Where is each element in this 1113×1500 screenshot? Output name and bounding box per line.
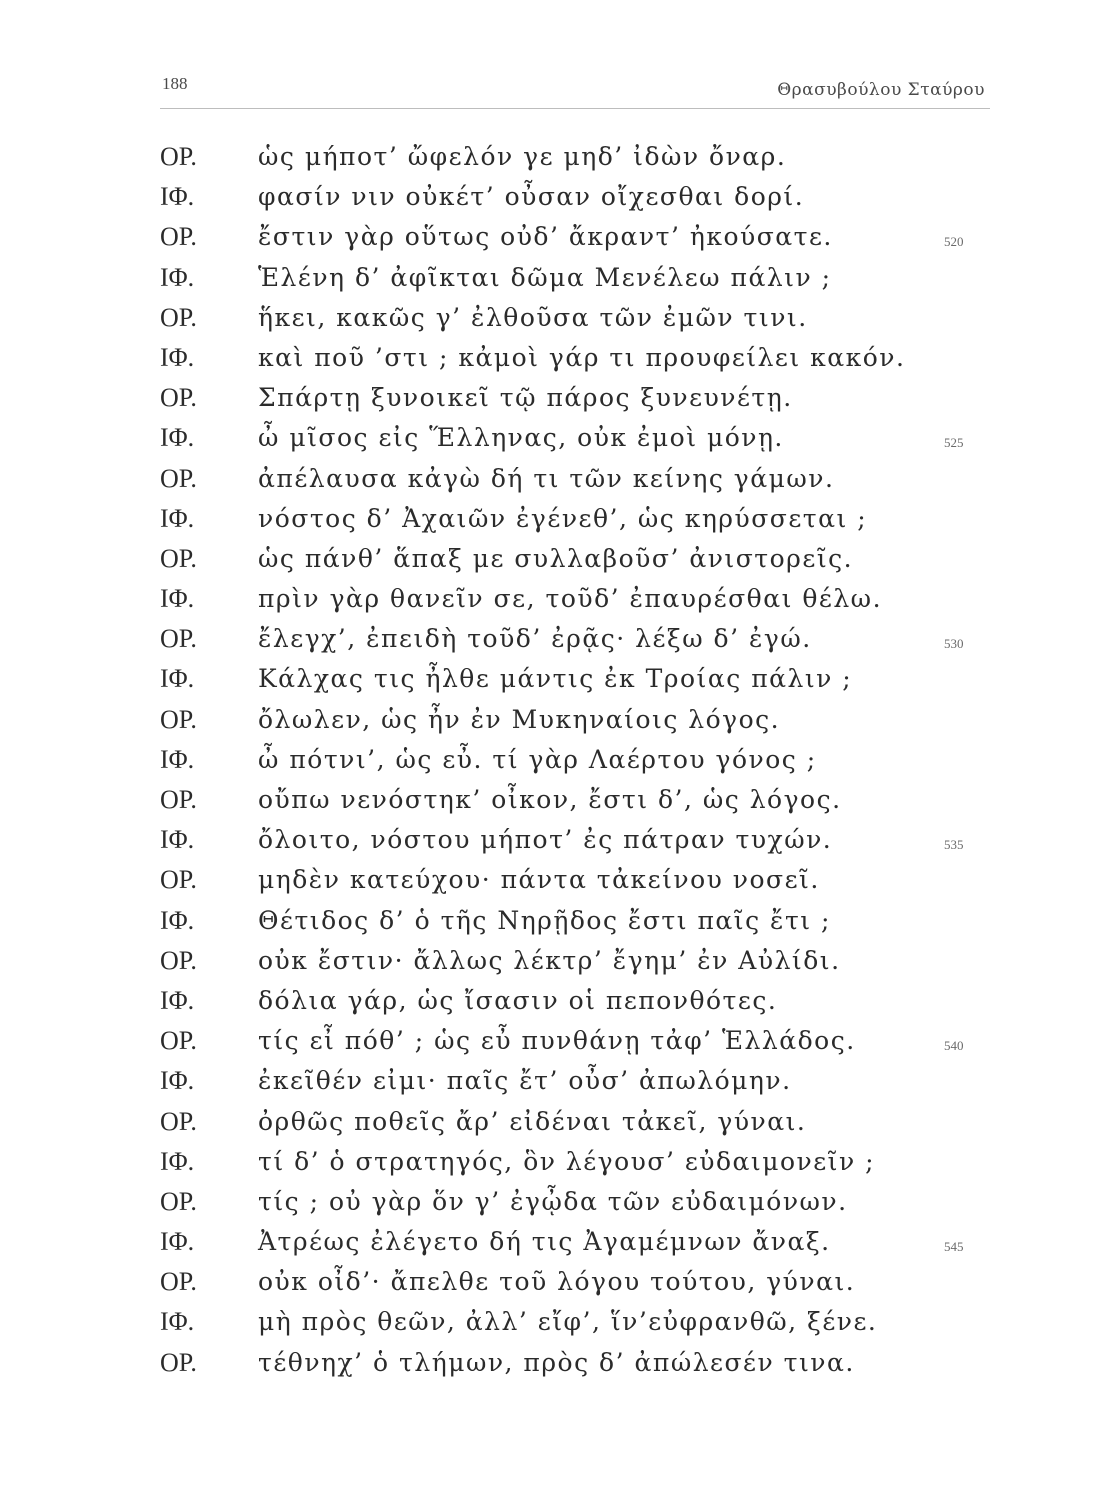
verse-text: νόστος δ’ Ἀχαιῶν ἐγένεθ’, ὡς κηρύσσεται ; bbox=[258, 503, 868, 533]
verse-line bbox=[0, 220, 1113, 260]
verse-line bbox=[0, 1064, 1113, 1104]
verse-line bbox=[0, 984, 1113, 1024]
speaker-label: ΟΡ. bbox=[160, 704, 197, 734]
verse-line bbox=[0, 542, 1113, 582]
speaker-label: ΟΡ. bbox=[160, 1347, 197, 1377]
speaker-label: ΙΦ. bbox=[160, 905, 195, 935]
speaker-label: ΙΦ. bbox=[160, 584, 195, 614]
verse-line bbox=[0, 1145, 1113, 1185]
speaker-label: ΙΦ. bbox=[160, 423, 195, 453]
verse-line bbox=[0, 261, 1113, 301]
speaker-label: ΟΡ. bbox=[160, 302, 197, 332]
speaker-label: ΙΦ. bbox=[160, 1307, 195, 1337]
verse-line bbox=[0, 1225, 1113, 1265]
verse-text: Σπάρτῃ ξυνοικεῖ τῷ πάρος ξυνευνέτῃ. bbox=[258, 383, 793, 413]
verse-text: ὦ μῖσος εἰς Ἕλληνας, οὐκ ἐμοὶ μόνῃ. bbox=[258, 423, 784, 453]
speaker-label: ΙΦ. bbox=[160, 182, 195, 212]
verse-text: τί δ’ ὁ στρατηγός, ὃν λέγουσ’ εὐδαιμονεῖν ; bbox=[258, 1146, 876, 1176]
speaker-label: ΙΦ. bbox=[160, 342, 195, 372]
verse-text: ὡς μήποτ’ ὤφελόν γε μηδ’ ἰδὼν ὄναρ. bbox=[258, 142, 787, 171]
verse-text: δόλια γάρ, ὡς ἴσασιν οἱ πεπονθότες. bbox=[258, 985, 778, 1015]
verse-text: τίς εἶ πόθ’ ; ὡς εὖ πυνθάνῃ τἀφ’ Ἑλλάδος. bbox=[258, 1026, 856, 1056]
speaker-label: ΙΦ. bbox=[160, 1146, 195, 1176]
page-number: 188 bbox=[162, 74, 188, 93]
verse-text: Ἑλένη δ’ ἀφῖκται δῶμα Μενέλεω πάλιν ; bbox=[258, 262, 832, 292]
verse-text: Ἀτρέως ἐλέγετο δή τις Ἀγαμέμνων ἄναξ. bbox=[258, 1227, 831, 1257]
verse-line bbox=[0, 301, 1113, 341]
verse-line bbox=[0, 140, 1113, 180]
verse-line bbox=[0, 743, 1113, 783]
verse-text: Κάλχας τις ἦλθε μάντις ἐκ Τροίας πάλιν ; bbox=[258, 664, 853, 694]
verse-line bbox=[0, 783, 1113, 823]
verse-text: φασίν νιν οὐκέτ’ οὖσαν οἴχεσθαι δορί. bbox=[258, 182, 805, 212]
verse-text: ἔστιν γὰρ οὕτως οὐδ’ ἄκραντ’ ἠκούσατε. bbox=[258, 222, 833, 252]
verse-line bbox=[0, 823, 1113, 863]
speaker-label: ΟΡ. bbox=[160, 142, 197, 171]
verse-line bbox=[0, 1265, 1113, 1305]
speaker-label: ΙΦ. bbox=[160, 744, 195, 774]
speaker-label: ΟΡ. bbox=[160, 463, 197, 493]
verse-line bbox=[0, 1185, 1113, 1225]
verse-text: Θέτιδος δ’ ὁ τῆς Νηρῇδος ἔστι παῖς ἔτι ; bbox=[258, 905, 831, 935]
speaker-label: ΟΡ. bbox=[160, 624, 197, 654]
speaker-label: ΙΦ. bbox=[160, 825, 195, 855]
verse-line bbox=[0, 502, 1113, 542]
line-number: 525 bbox=[944, 435, 964, 451]
verse-line bbox=[0, 582, 1113, 622]
speaker-label: ΟΡ. bbox=[160, 1186, 197, 1216]
speaker-label: ΟΡ. bbox=[160, 543, 197, 573]
speaker-label: ΙΦ. bbox=[160, 503, 195, 533]
speaker-label: ΟΡ. bbox=[160, 945, 197, 975]
speaker-label: ΟΡ. bbox=[160, 1106, 197, 1136]
verse-text: καὶ ποῦ ’στι ; κἀμοὶ γάρ τι προυφείλει κακόν. bbox=[258, 342, 906, 372]
speaker-label: ΙΦ. bbox=[160, 262, 195, 292]
verse-text: μηδὲν κατεύχου· πάντα τἀκείνου νοσεῖ. bbox=[258, 865, 820, 895]
verse-line bbox=[0, 662, 1113, 702]
speaker-label: ΟΡ. bbox=[160, 785, 197, 814]
verse-text: ὄλωλεν, ὡς ἦν ἐν Μυκηναίοις λόγος. bbox=[258, 704, 781, 734]
verse-text: πρὶν γὰρ θανεῖν σε, τοῦδ’ ἐπαυρέσθαι θέλω. bbox=[258, 584, 883, 614]
verse-text: τίς ; οὐ γὰρ ὅν γ’ ἐγᾦδα τῶν εὐδαιμόνων. bbox=[258, 1186, 848, 1216]
verse-text: οὔπω νενόστηκ’ οἶκον, ἔστι δ’, ὡς λόγος. bbox=[258, 785, 842, 814]
line-number: 535 bbox=[944, 837, 964, 853]
verse-line bbox=[0, 1346, 1113, 1386]
verse-text: ὀρθῶς ποθεῖς ἄρ’ εἰδέναι τἀκεῖ, γύναι. bbox=[258, 1106, 807, 1136]
speaker-label: ΙΦ. bbox=[160, 1227, 195, 1257]
verse-line bbox=[0, 421, 1113, 461]
verse-line bbox=[0, 622, 1113, 662]
line-number: 530 bbox=[944, 636, 964, 652]
running-head: Θρασυβούλου Σταύρου bbox=[777, 80, 985, 100]
verse-line bbox=[0, 944, 1113, 984]
verse-line bbox=[0, 381, 1113, 421]
verse-line bbox=[0, 1105, 1113, 1145]
verse-text: ἀπέλαυσα κἀγὼ δή τι τῶν κείνης γάμων. bbox=[258, 463, 835, 493]
header-rule bbox=[160, 108, 990, 109]
speaker-label: ΟΡ. bbox=[160, 865, 197, 895]
speaker-label: ΟΡ. bbox=[160, 222, 197, 252]
verse-line bbox=[0, 1024, 1113, 1064]
line-number: 545 bbox=[944, 1239, 964, 1255]
verse-line bbox=[0, 904, 1113, 944]
line-number: 540 bbox=[944, 1038, 964, 1054]
verse-line bbox=[0, 1305, 1113, 1345]
verse-text: ἥκει, κακῶς γ’ ἐλθοῦσα τῶν ἐμῶν τινι. bbox=[258, 302, 808, 332]
verse-text: ὄλοιτο, νόστου μήποτ’ ἐς πάτραν τυχών. bbox=[258, 825, 833, 855]
line-number: 520 bbox=[944, 234, 964, 250]
speaker-label: ΙΦ. bbox=[160, 985, 195, 1015]
speaker-label: ΟΡ. bbox=[160, 1267, 197, 1297]
verse-text: οὐκ οἶδ’· ἄπελθε τοῦ λόγου τούτου, γύναι. bbox=[258, 1267, 856, 1297]
verse-text: τέθνηχ’ ὁ τλήμων, πρὸς δ’ ἀπώλεσέν τινα. bbox=[258, 1347, 855, 1377]
verse-block bbox=[0, 140, 1113, 1386]
verse-text: ἐκεῖθέν εἰμι· παῖς ἔτ’ οὖσ’ ἀπωλόμην. bbox=[258, 1066, 792, 1096]
speaker-label: ΙΦ. bbox=[160, 1066, 195, 1096]
verse-line bbox=[0, 180, 1113, 220]
verse-line bbox=[0, 462, 1113, 502]
verse-text: ἔλεγχ’, ἐπειδὴ τοῦδ’ ἐρᾷς· λέξω δ’ ἐγώ. bbox=[258, 624, 812, 654]
speaker-label: ΟΡ. bbox=[160, 1026, 197, 1056]
verse-text: μὴ πρὸς θεῶν, ἀλλ’ εἴφ’, ἵν’εὐφρανθῶ, ξένε. bbox=[258, 1307, 878, 1337]
verse-line bbox=[0, 703, 1113, 743]
verse-line bbox=[0, 863, 1113, 903]
verse-text: ὦ πότνι’, ὡς εὖ. τί γὰρ Λαέρτου γόνος ; bbox=[258, 744, 817, 774]
verse-text: ὡς πάνθ’ ἅπαξ με συλλαβοῦσ’ ἀνιστορεῖς. bbox=[258, 543, 854, 573]
verse-line bbox=[0, 341, 1113, 381]
speaker-label: ΟΡ. bbox=[160, 383, 197, 413]
verse-text: οὐκ ἔστιν· ἄλλως λέκτρ’ ἔγημ’ ἐν Αὐλίδι. bbox=[258, 945, 841, 975]
speaker-label: ΙΦ. bbox=[160, 664, 195, 694]
